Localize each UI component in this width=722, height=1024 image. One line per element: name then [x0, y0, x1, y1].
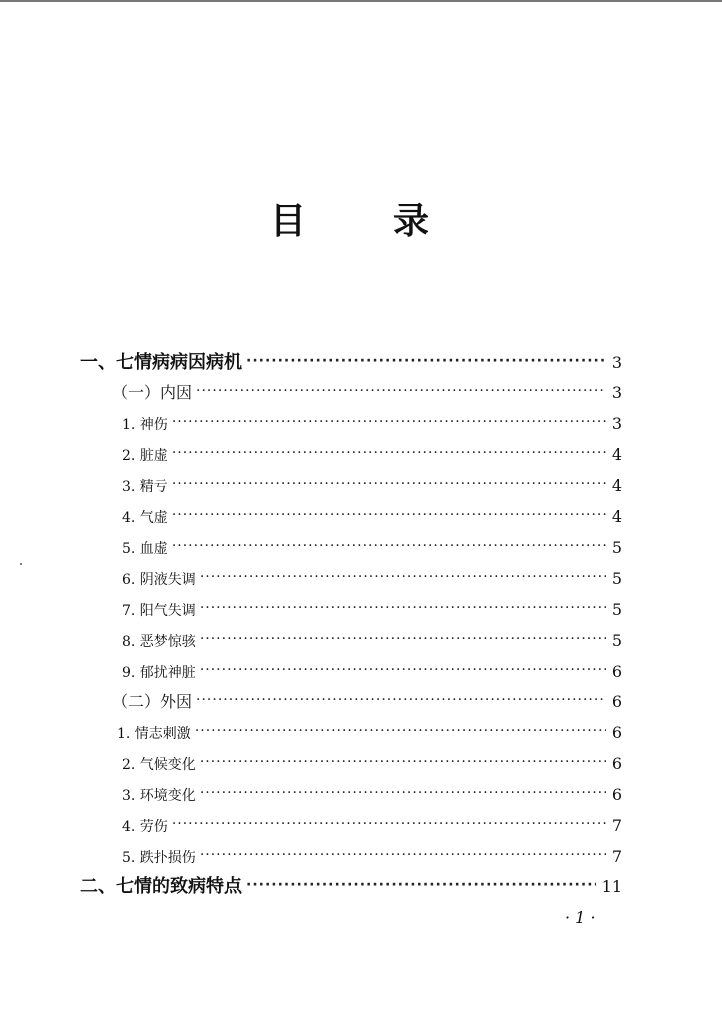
toc-entry-item[interactable] [117, 719, 622, 747]
toc-entry-chapter-2[interactable] [80, 873, 622, 901]
toc-leader-dots [172, 501, 606, 529]
toc-entry-page: 7 [611, 816, 622, 835]
title-char-1: 目 [270, 201, 307, 242]
toc-entry-item[interactable] [122, 658, 622, 686]
toc-entry-page: 5 [611, 569, 622, 588]
toc-entry-page: 7 [611, 847, 622, 866]
toc-entry-page: 5 [611, 631, 622, 650]
toc-entry-label: 2. 脏虚 [122, 448, 168, 464]
toc-entry-label: （一）内因 [112, 383, 193, 402]
toc-entry-page: 3 [611, 414, 622, 433]
toc-entry-item[interactable] [122, 627, 622, 655]
toc-entry-item[interactable] [122, 565, 622, 593]
toc-entry-page: 5 [611, 538, 622, 557]
toc-leader-dots [200, 779, 606, 807]
toc-leader-dots [172, 810, 606, 838]
toc-entry-label: 3. 环境变化 [122, 788, 196, 804]
toc-entry-page: 6 [611, 754, 622, 773]
toc-entry-item[interactable] [122, 812, 622, 840]
toc-leader-dots [200, 563, 606, 591]
toc-leader-dots [200, 748, 606, 776]
toc-entry-item[interactable] [122, 503, 622, 531]
toc-leader-dots [200, 594, 606, 622]
toc-leader-dots [196, 686, 606, 714]
toc-leader-dots [200, 656, 606, 684]
toc-entry-page: 4 [611, 445, 622, 464]
toc-entry-label: 4. 劳伤 [122, 819, 168, 835]
toc-leader-dots [196, 377, 606, 405]
scan-speck [20, 563, 22, 565]
toc-entry-label: （二）外因 [112, 692, 193, 711]
toc-leader-dots [195, 717, 606, 745]
toc-leader-dots [246, 347, 606, 375]
toc-entry-item[interactable] [122, 410, 622, 438]
toc-entry-chapter-1[interactable] [80, 349, 622, 377]
toc-entry-item[interactable] [122, 750, 622, 778]
toc-entry-label: 6. 阴液失调 [122, 572, 196, 588]
title-char-2: 录 [393, 201, 430, 242]
toc-leader-dots [200, 625, 606, 653]
toc-entry-label: 8. 恶梦惊骇 [122, 634, 196, 650]
toc-entry-page: 6 [611, 692, 622, 711]
toc-entry-label: 一、七情病病因病机 [80, 352, 242, 373]
toc-entry-label: 4. 气虚 [122, 510, 168, 526]
toc-entry-label: 1. 神伤 [122, 417, 168, 433]
toc-entry-page: 6 [611, 723, 622, 742]
toc-entry-label: 2. 气候变化 [122, 757, 196, 773]
toc-entry-page: 4 [611, 476, 622, 495]
page-number: · 1 · [565, 908, 596, 927]
toc-leader-dots [172, 439, 606, 467]
toc-entry-item[interactable] [122, 441, 622, 469]
toc-entry-item[interactable] [122, 596, 622, 624]
toc-entry-label: 3. 精亏 [122, 479, 168, 495]
toc-leader-dots [200, 841, 606, 869]
toc-entry-section-internal[interactable] [112, 379, 622, 407]
toc-entry-label: 5. 跌扑损伤 [122, 850, 196, 866]
toc-entry-label: 5. 血虚 [122, 541, 168, 557]
toc-entry-item[interactable] [122, 781, 622, 809]
toc-leader-dots [172, 408, 606, 436]
page-title [0, 200, 722, 250]
toc-entry-label: 9. 郁扰神脏 [122, 665, 196, 681]
toc-leader-dots [172, 532, 606, 560]
toc-entry-page: 4 [611, 507, 622, 526]
toc-entry-item[interactable] [122, 534, 622, 562]
toc-entry-page: 6 [611, 662, 622, 681]
toc-entry-label: 7. 阳气失调 [122, 603, 196, 619]
toc-entry-item[interactable] [122, 843, 622, 871]
toc-entry-label: 二、七情的致病特点 [80, 876, 242, 897]
toc-entry-page: 5 [611, 600, 622, 619]
toc-entry-item[interactable] [122, 472, 622, 500]
top-border-line [0, 0, 722, 2]
toc-entry-page: 3 [611, 383, 622, 402]
toc-entry-page: 6 [611, 785, 622, 804]
toc-entry-page: 3 [611, 353, 622, 372]
toc-entry-page: 11 [601, 877, 622, 896]
toc-leader-dots [246, 871, 596, 899]
toc-entry-section-external[interactable] [112, 688, 622, 716]
toc-entry-label: 1. 情志刺激 [117, 726, 191, 742]
toc-leader-dots [172, 470, 606, 498]
